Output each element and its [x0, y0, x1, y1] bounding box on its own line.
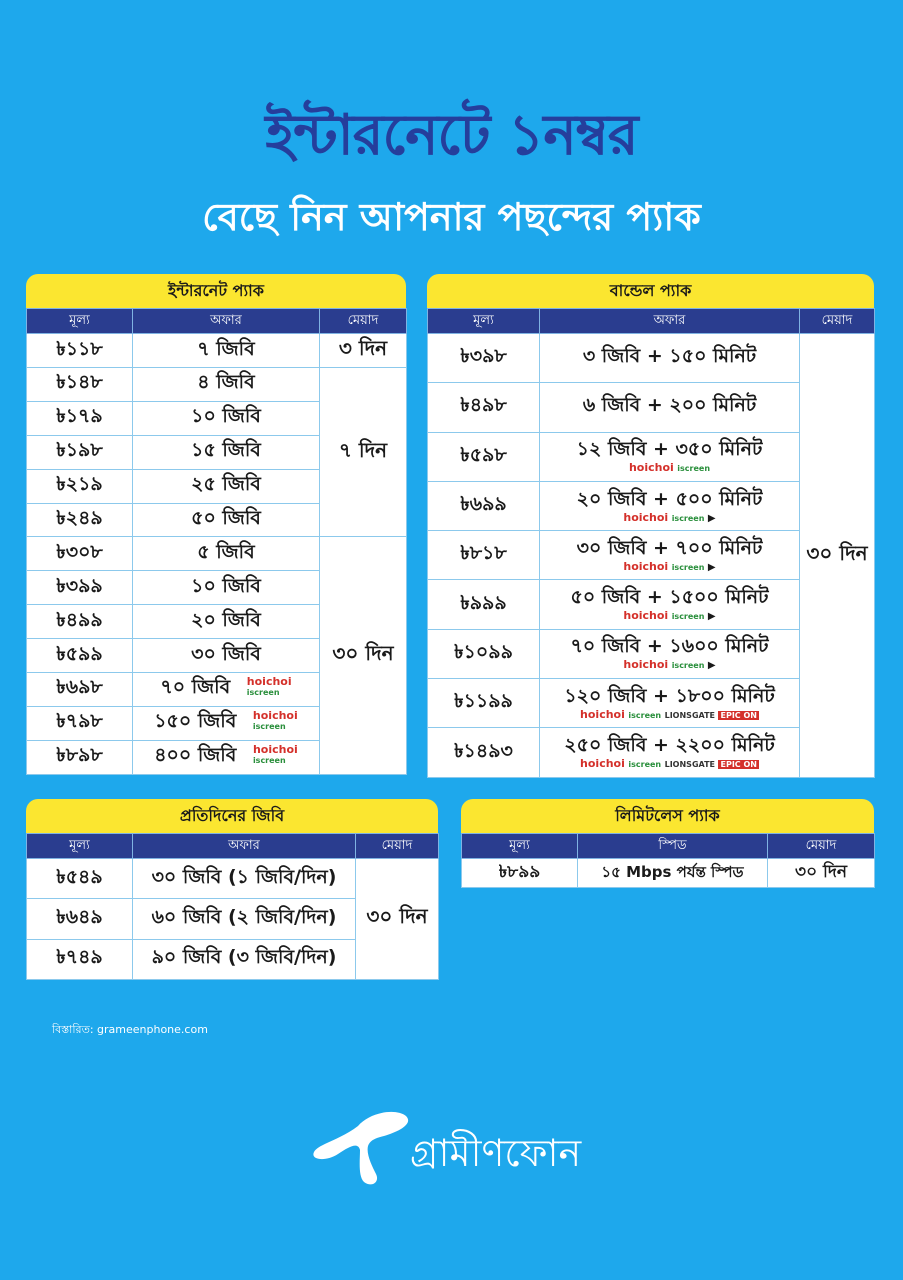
partner-logos	[540, 610, 799, 623]
price-cell: ৳১১৯৯	[428, 679, 540, 728]
offer-cell	[540, 679, 800, 728]
price-header: মূল্য	[428, 309, 540, 334]
validity-cell: ৩০ দিন	[768, 859, 875, 888]
offer-cell: ২০ জিবি	[133, 605, 320, 639]
partner-logos	[247, 677, 292, 698]
offer-text: ২০ জিবি + ৫০০ মিনিট	[576, 487, 763, 510]
offer-text: ৭০ জিবি + ১৬০০ মিনিট	[570, 635, 769, 658]
bundle-pack-table	[427, 308, 875, 778]
offer-header: অফার	[540, 309, 800, 334]
price-cell: ৳৪৯৮	[428, 383, 540, 432]
offer-cell: ২৫ জিবি	[133, 469, 320, 503]
partner-logos	[253, 711, 298, 732]
offer-text: ৪০০ জিবি	[154, 744, 237, 767]
limitless-pack-panel	[461, 799, 874, 888]
limitless-pack-table	[461, 833, 875, 888]
offer-text: ৫০ জিবি + ১৫০০ মিনিট	[570, 586, 769, 609]
offer-cell: ৫ জিবি	[133, 537, 320, 571]
partner-logos	[540, 758, 799, 771]
price-cell: ৳৫৯৯	[27, 639, 133, 673]
hoichoi-logo: hoichoi	[628, 461, 674, 475]
validity-cell: ৩০ দিন	[320, 537, 407, 774]
offer-text: ১৫০ জিবি	[154, 710, 237, 733]
validity-header: মেয়াদ	[800, 309, 875, 334]
table-row	[27, 537, 407, 571]
price-cell: ৳৮১৮	[428, 531, 540, 580]
offer-cell: ৭ জিবি	[133, 334, 320, 368]
offer-cell: ৬ জিবি + ২০০ মিনিট	[540, 383, 800, 432]
price-cell: ৳৩৯৯	[27, 571, 133, 605]
partner-logos	[540, 512, 799, 525]
iscreen-logo: iscreen	[677, 464, 711, 474]
offer-cell	[133, 740, 320, 774]
iscreen-logo: iscreen	[252, 722, 286, 732]
price-cell: ৳১০৯৯	[428, 629, 540, 678]
partner-logos	[540, 659, 799, 672]
play-icon: ▶	[707, 611, 716, 623]
source-note: বিস্তারিত: grameenphone.com	[52, 1023, 208, 1036]
iscreen-logo: iscreen	[246, 688, 280, 698]
lionsgate-logo: LIONSGATE	[664, 710, 715, 720]
price-cell: ৳৩৯৮	[428, 334, 540, 383]
price-cell: ৳২৪৯	[27, 503, 133, 537]
daily-gb-panel	[26, 799, 438, 980]
iscreen-logo: iscreen	[628, 760, 662, 770]
offer-text: ১২০ জিবি + ১৮০০ মিনিট	[564, 684, 775, 707]
speed-header: স্পিড	[578, 834, 768, 859]
price-cell: ৳৫৪৯	[27, 859, 133, 899]
price-cell: ৳৯৯৯	[428, 580, 540, 629]
price-cell: ৳১১৮	[27, 334, 133, 368]
iscreen-logo: iscreen	[671, 661, 705, 671]
offer-cell	[133, 706, 320, 740]
headline: ইন্টারনেটে ১নম্বর	[265, 103, 638, 168]
offer-cell: ৩০ জিবি (১ জিবি/দিন)	[133, 859, 356, 899]
offer-cell	[540, 728, 800, 777]
price-header: মূল্য	[27, 834, 133, 859]
table-row	[27, 334, 407, 368]
offer-header: অফার	[133, 834, 356, 859]
offer-cell	[540, 481, 800, 530]
price-header: মূল্য	[462, 834, 578, 859]
offer-cell: ১৫ জিবি	[133, 435, 320, 469]
offer-text: ৩০ জিবি + ৭০০ মিনিট	[576, 536, 763, 559]
offer-cell: ৩ জিবি + ১৫০ মিনিট	[540, 334, 800, 383]
price-cell: ৳১৯৮	[27, 435, 133, 469]
offer-cell	[540, 432, 800, 481]
offer-text: ১২ জিবি + ৩৫০ মিনিট	[576, 438, 763, 461]
offer-cell: ৩০ জিবি	[133, 639, 320, 673]
bundle-pack-panel	[427, 274, 874, 778]
hoichoi-logo: hoichoi	[580, 757, 625, 771]
hoichoi-logo: hoichoi	[252, 743, 298, 757]
iscreen-logo: iscreen	[671, 562, 705, 572]
price-cell: ৳৬৯৯	[428, 481, 540, 530]
lionsgate-logo: LIONSGATE	[664, 760, 715, 770]
validity-header: মেয়াদ	[356, 834, 439, 859]
price-cell: ৳৪৯৯	[27, 605, 133, 639]
price-header: মূল্য	[27, 309, 133, 334]
internet-pack-table	[26, 308, 407, 775]
daily-gb-title: প্রতিদিনের জিবি	[26, 799, 438, 833]
price-cell: ৳১৭৯	[27, 401, 133, 435]
price-cell: ৳৬৯৮	[27, 673, 133, 707]
hoichoi-logo: hoichoi	[623, 609, 669, 623]
price-cell: ৳২১৯	[27, 469, 133, 503]
partner-logos	[253, 745, 298, 766]
internet-pack-title: ইন্টারনেট প্যাক	[26, 274, 406, 308]
price-cell: ৳৩০৮	[27, 537, 133, 571]
daily-gb-table	[26, 833, 439, 980]
table-row	[27, 368, 407, 402]
offer-cell	[540, 531, 800, 580]
offer-header: অফার	[133, 309, 320, 334]
price-cell: ৳১৪৯৩	[428, 728, 540, 777]
iscreen-logo: iscreen	[628, 710, 662, 720]
offer-cell	[540, 629, 800, 678]
offer-cell: ৯০ জিবি (৩ জিবি/দিন)	[133, 939, 356, 979]
offer-cell: ৪ জিবি	[133, 368, 320, 402]
offer-text: ৭০ জিবি	[160, 676, 231, 699]
offer-cell: ১০ জিবি	[133, 571, 320, 605]
epic-on-logo: EPIC ON	[720, 760, 757, 770]
table-row	[27, 859, 439, 899]
partner-logos	[540, 709, 799, 722]
price-cell: ৳৫৯৮	[428, 432, 540, 481]
table-row	[428, 334, 875, 383]
price-cell: ৳৮৯৮	[27, 740, 133, 774]
iscreen-logo: iscreen	[671, 612, 705, 622]
validity-cell: ৩ দিন	[320, 334, 407, 368]
offer-cell: ৫০ জিবি	[133, 503, 320, 537]
internet-pack-panel	[26, 274, 406, 775]
limitless-pack-title: লিমিটলেস প্যাক	[461, 799, 874, 833]
play-icon: ▶	[707, 512, 716, 524]
iscreen-logo: iscreen	[252, 756, 286, 766]
partner-logos	[540, 462, 799, 475]
partner-logos	[540, 561, 799, 574]
price-cell: ৳১৪৮	[27, 368, 133, 402]
speed-cell: ১৫ Mbps পর্যন্ত স্পিড	[578, 859, 768, 888]
epic-on-logo: EPIC ON	[720, 710, 757, 720]
table-row	[462, 859, 875, 888]
brand-name: গ্রামীণফোন	[410, 1131, 582, 1175]
offer-cell: ৬০ জিবি (২ জিবি/দিন)	[133, 899, 356, 939]
hoichoi-logo: hoichoi	[623, 559, 669, 573]
price-cell: ৳৭৪৯	[27, 939, 133, 979]
hoichoi-logo: hoichoi	[246, 675, 292, 689]
hoichoi-logo: hoichoi	[623, 510, 669, 524]
validity-cell: ৭ দিন	[320, 368, 407, 537]
play-icon: ▶	[707, 561, 716, 573]
validity-cell: ৩০ দিন	[800, 334, 875, 778]
subheadline: বেছে নিন আপনার পছন্দের প্যাক	[202, 195, 701, 239]
validity-header: মেয়াদ	[320, 309, 407, 334]
hoichoi-logo: hoichoi	[580, 707, 625, 721]
offer-text: ২৫০ জিবি + ২২০০ মিনিট	[564, 734, 775, 757]
price-cell: ৳৬৪৯	[27, 899, 133, 939]
offer-cell	[133, 673, 320, 707]
price-cell: ৳৭৯৮	[27, 706, 133, 740]
play-icon: ▶	[707, 660, 716, 672]
validity-header: মেয়াদ	[768, 834, 875, 859]
hoichoi-logo: hoichoi	[252, 709, 298, 723]
bundle-pack-title: বান্ডেল প্যাক	[427, 274, 874, 308]
price-cell: ৳৮৯৯	[462, 859, 578, 888]
offer-cell: ১০ জিবি	[133, 401, 320, 435]
hoichoi-logo: hoichoi	[623, 658, 669, 672]
offer-cell	[540, 580, 800, 629]
validity-cell: ৩০ দিন	[356, 859, 439, 980]
iscreen-logo: iscreen	[671, 513, 705, 523]
